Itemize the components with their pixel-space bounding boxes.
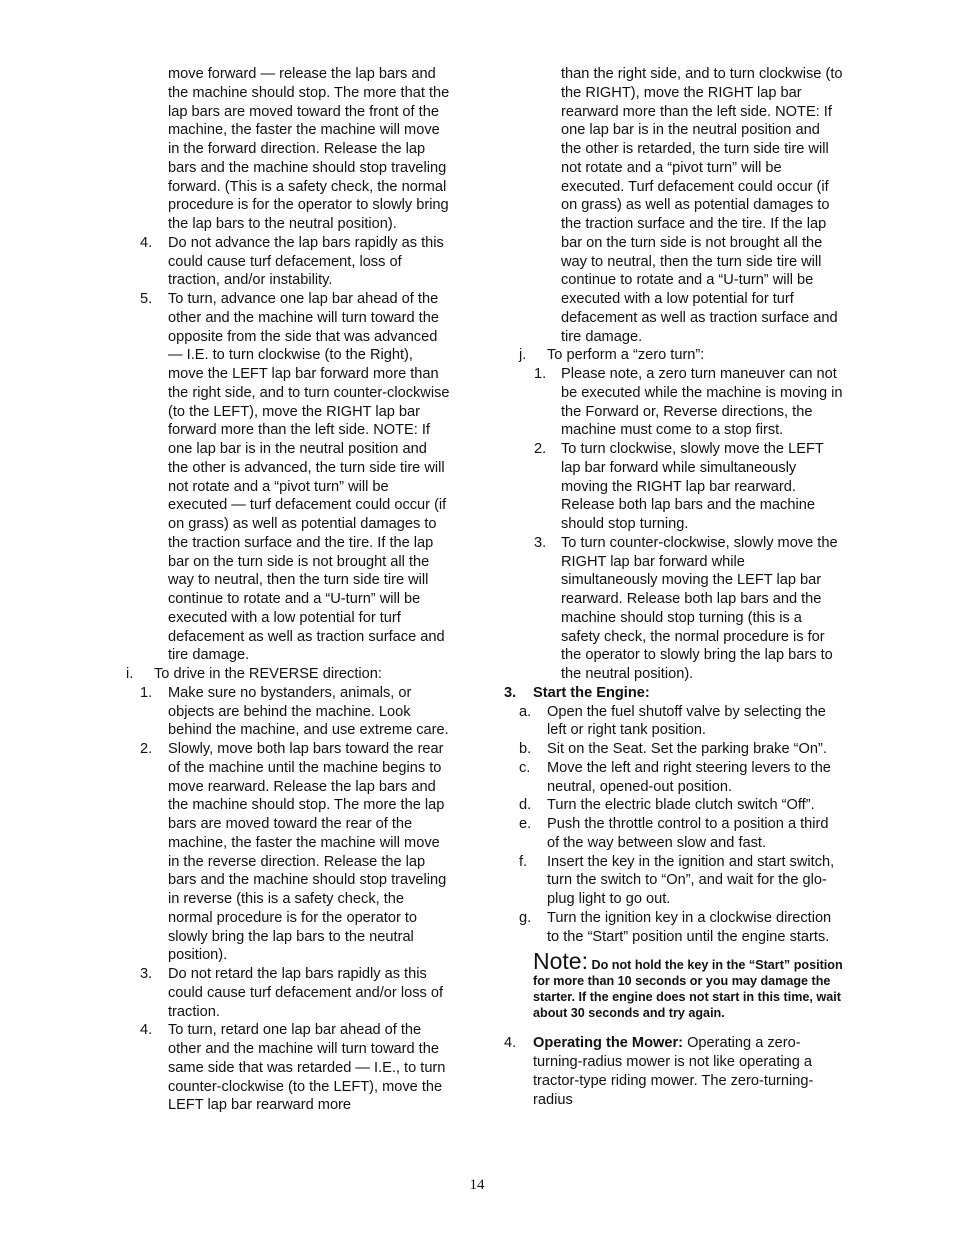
- list-item-text: [533, 1034, 843, 1109]
- list-item-text: To turn clockwise, slowly move the LEFT lap bar forward while simultaneously moving the RIGHT lap bar rearward. Release both lap bars and the machine should stop turning.: [561, 441, 824, 532]
- list-item: [110, 965, 450, 1021]
- list-item-text: Open the fuel shutoff valve by selecting the left or right tank position.: [547, 703, 826, 739]
- list-item: [503, 740, 843, 759]
- list-item-text: than the right side, and to turn clockwise (to the RIGHT), move the RIGHT lap bar rearward more than the left side. NOTE: If one lap bar is in the neutral position and the other is retarded, the turn side tire will not rotate and a “pivot turn” will be executed. Turf defacement could occur (if on grass) as well as potential damages to the traction surface and the tire. If the lap bar on the turn side is not brought all the way to neutral, then the turn side tire will continue to rotate and a “U-turn” will be executed with a low potential for turf defacement as well as traction surface and tire damage.: [561, 66, 843, 345]
- left-column: [110, 65, 450, 1115]
- list-item: [503, 346, 843, 365]
- list-item-text: Start the Engine:: [533, 684, 650, 701]
- list-item-text: To turn, retard one lap bar ahead of the other and the machine will turn toward the same side that was retarded — I.E., to turn counter-clockwise (to the LEFT), move the LEFT lap bar rearward more: [168, 1022, 446, 1114]
- list-item: [110, 65, 450, 234]
- list-item-text: Do not advance the lap bars rapidly as this could cause turf defacement, loss of traction, and/or instability.: [168, 234, 444, 289]
- operating-heading: Operating the Mower:: [533, 1035, 683, 1052]
- list-marker: 5.: [140, 291, 153, 307]
- list-item: [503, 703, 843, 741]
- list-marker: i.: [126, 666, 134, 682]
- list-item: [503, 65, 843, 346]
- list-item: [110, 290, 450, 665]
- list-item-operating-the-mower: [503, 1034, 843, 1109]
- note-callout: [503, 948, 843, 1021]
- list-item-text: Insert the key in the ignition and start switch, turn the switch to “On”, and wait for the glo-plug light to go out.: [547, 853, 835, 907]
- list-item-text: Make sure no bystanders, animals, or objects are behind the machine. Look behind the machine, and use extreme care.: [168, 684, 449, 739]
- list-item-text: Do not retard the lap bars rapidly as this could cause turf defacement and/or loss of traction.: [168, 966, 444, 1020]
- list-marker: f.: [519, 853, 528, 870]
- list-marker: 1.: [534, 366, 547, 382]
- list-marker: 2.: [534, 441, 547, 457]
- list-item: [503, 796, 843, 815]
- list-item-text: To turn, advance one lap bar ahead of the other and the machine will turn toward the opposite from the side that was advanced — I.E. to turn clockwise (to the Right), move the LEFT lap bar forward more than the right side, and to turn counter-clockwise (to the LEFT), move the RIGHT lap bar forward more than the left side. NOTE: If one lap bar is in the neutral position and the other is advanced, the turn side tire will not rotate and a “pivot turn” will be executed — turf defacement could occur (if on grass) as well as potential damages to the traction surface and the tire. If the lap bar on the turn side is not brought all the way to neutral, then the turn side tire will continue to rotate and a “U-turn” will be executed with a low potential for turf defacement as well as traction surface and tire damage.: [168, 291, 450, 664]
- list-item: [503, 815, 843, 853]
- list-item: [503, 534, 843, 684]
- list-item: [503, 759, 843, 797]
- note-text: Do not hold the key in the “Start” position for more than 10 seconds or you may damage the starter. If the engine does not start in this time, wait about 30 seconds and try again.: [533, 958, 843, 1021]
- note-label: Note:: [533, 948, 588, 975]
- list-item-text: Turn the ignition key in a clockwise direction to the “Start” position until the engine starts.: [547, 909, 832, 945]
- list-marker: 3.: [534, 534, 547, 551]
- list-marker: 2.: [140, 741, 153, 757]
- list-item: [503, 853, 843, 909]
- list-marker: b.: [519, 741, 532, 757]
- list-item: [110, 740, 450, 965]
- list-marker: 4.: [140, 234, 153, 251]
- list-item: [110, 234, 450, 290]
- list-marker: g.: [519, 909, 532, 926]
- list-item-text: Sit on the Seat. Set the parking brake “On”.: [547, 741, 827, 757]
- list-marker: c.: [519, 759, 531, 776]
- list-marker: 3.: [504, 684, 517, 701]
- list-item: [503, 365, 843, 440]
- list-item: [110, 684, 450, 740]
- list-item-text: Please note, a zero turn maneuver can not be executed while the machine is moving in the Forward or, Reverse directions, the machine must come to a stop first.: [561, 366, 843, 439]
- operating-text: Operating a zero-turning-radius mower is not like operating a tractor-type riding mower. The zero-turning-radius: [533, 1035, 814, 1108]
- list-item-text: move forward — release the lap bars and the machine should stop. The more that the lap bars are moved toward the front of the machine, the faster the machine will move in the forward direction. Release the lap bars and the machine should stop traveling forward. (This is a safety check, the normal procedure is for the operator to slowly bring the lap bars to the neutral position).: [168, 66, 450, 232]
- list-item: [110, 665, 450, 684]
- right-column-items: [503, 65, 843, 946]
- list-item: [503, 440, 843, 534]
- list-marker: 4.: [140, 1022, 153, 1039]
- list-item-text: Turn the electric blade clutch switch “Off”.: [547, 797, 815, 814]
- list-marker: 1.: [140, 684, 153, 701]
- list-item-text: Move the left and right steering levers to the neutral, opened-out position.: [547, 759, 831, 795]
- list-marker: a.: [519, 703, 532, 720]
- page-number: 14: [469, 1177, 485, 1193]
- list-marker: j.: [519, 347, 527, 364]
- list-item-text: Push the throttle control to a position a third of the way between slow and fast.: [547, 816, 829, 851]
- list-item-text: To turn counter-clockwise, slowly move the RIGHT lap bar forward while simultaneously moving the LEFT lap bar rearward. Release both lap bars and the machine should stop turning (this is a safety check, the normal procedure is for the operator to slowly bring the lap bars to the neutral position).: [561, 534, 838, 682]
- list-marker: d.: [519, 797, 532, 814]
- list-item: [503, 684, 843, 703]
- list-marker: 4.: [504, 1035, 517, 1052]
- list-item: [503, 909, 843, 947]
- list-item-text: To perform a “zero turn”:: [547, 347, 705, 364]
- right-column: [503, 65, 843, 1109]
- list-marker: 3.: [140, 966, 153, 982]
- list-item-text: Slowly, move both lap bars toward the rear of the machine until the machine begins to move rearward. Release the lap bars and the machine should stop. The more the lap bars are moved toward the rear of the machine, the faster the machine will move in the reverse direction. Release the lap bars and the machine should stop traveling in reverse (this is a safety check, the normal procedure is for the operator to slowly bring the lap bars to the neutral position).: [168, 741, 447, 964]
- list-item: [110, 1021, 450, 1115]
- list-item-text: To drive in the REVERSE direction:: [154, 666, 382, 682]
- list-marker: e.: [519, 816, 532, 832]
